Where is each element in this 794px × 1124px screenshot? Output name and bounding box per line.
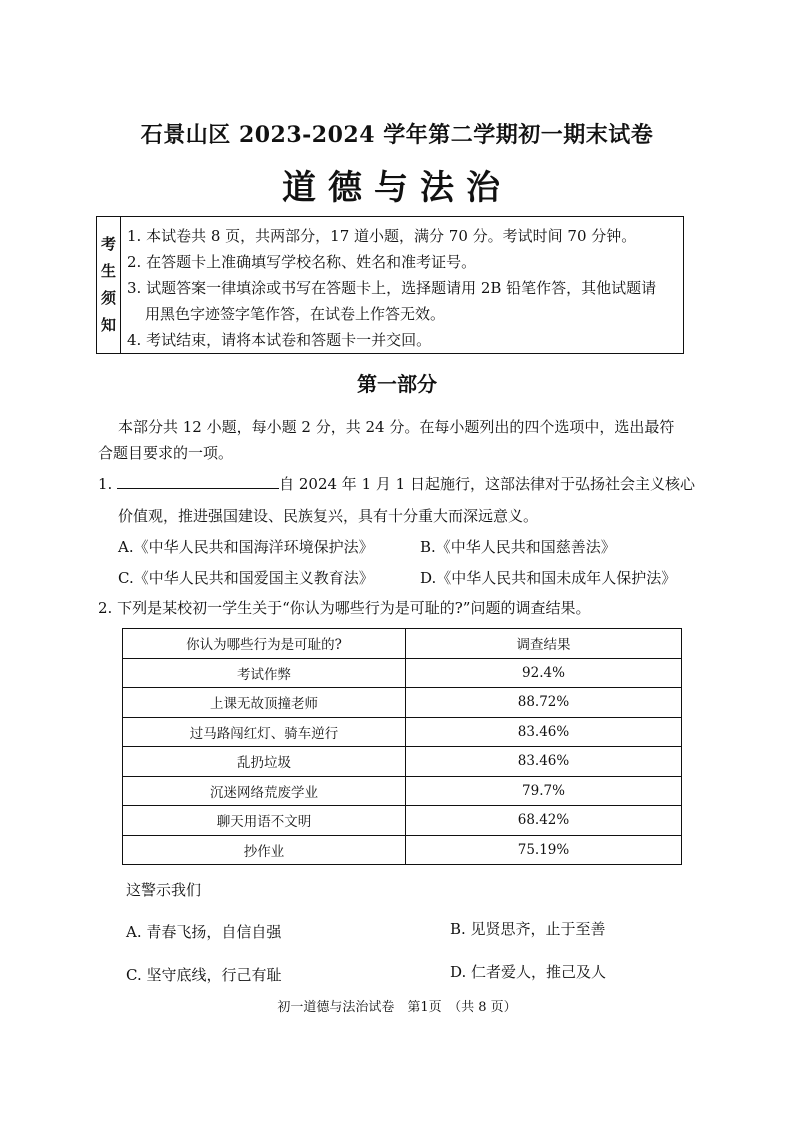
notice-side-char: 须 xyxy=(100,289,116,307)
q1-stem-part1: 自 2024 年 1 月 1 日起施行，这部法律对于弘扬社会主义核心 xyxy=(279,475,695,493)
table-cell-behavior: 抄作业 xyxy=(123,835,406,865)
q2-option-b: B. 见贤思齐，止于至善 xyxy=(450,920,606,938)
q2-option-c: C. 坚守底线，行己有耻 xyxy=(126,966,282,984)
table-cell-behavior: 考试作弊 xyxy=(123,658,406,688)
notice-side-label xyxy=(97,217,121,353)
notice-side-char: 知 xyxy=(100,316,116,334)
section-intro-line1: 本部分共 12 小题，每小题 2 分，共 24 分。在每小题列出的四个选项中，选出最符 xyxy=(118,418,675,436)
notice-line: 3. 试题答案一律填涂或书写在答题卡上，选择题请用 2B 铅笔作答，其他试题请 xyxy=(127,279,657,297)
table-row xyxy=(123,835,682,865)
table-row xyxy=(123,658,682,688)
table-cell-result: 83.46% xyxy=(406,717,682,747)
q1-answer-blank xyxy=(117,472,279,489)
page-footer: 初一道德与法治试卷 第1页 （共 8 页） xyxy=(277,1000,517,1015)
q1-number: 1. xyxy=(98,475,113,493)
table-cell-behavior: 乱扔垃圾 xyxy=(123,747,406,777)
subject-title: 道德与法治 xyxy=(282,168,512,208)
table-header-result: 调查结果 xyxy=(406,629,682,659)
q1-option-c: C.《中华人民共和国爱国主义教育法》 xyxy=(118,569,374,587)
exam-title: 石景山区 2023-2024 学年第二学期初一期末试卷 xyxy=(140,122,654,148)
table-header-row xyxy=(123,629,682,659)
table-cell-result: 92.4% xyxy=(406,658,682,688)
notice-line: 4. 考试结束，请将本试卷和答题卡一并交回。 xyxy=(127,331,432,349)
notice-side-char: 生 xyxy=(100,262,116,280)
table-cell-result: 83.46% xyxy=(406,747,682,777)
table-cell-result: 79.7% xyxy=(406,776,682,806)
section-title: 第一部分 xyxy=(357,372,437,396)
table-row xyxy=(123,717,682,747)
table-cell-result: 68.42% xyxy=(406,806,682,836)
notice-line: 1. 本试卷共 8 页，共两部分，17 道小题，满分 70 分。考试时间 70 分钟。 xyxy=(127,227,637,245)
table-row xyxy=(123,747,682,777)
q2-prompt: 这警示我们 xyxy=(126,881,202,899)
notice-side-char: 考 xyxy=(100,235,116,253)
table-cell-behavior: 上课无故顶撞老师 xyxy=(123,688,406,718)
q1-option-b: B.《中华人民共和国慈善法》 xyxy=(420,538,616,556)
notice-lines xyxy=(127,223,677,353)
notice-line: 用黑色字迹签字笔作答，在试卷上作答无效。 xyxy=(145,305,446,323)
table-row xyxy=(123,688,682,718)
q1-stem-line2: 价值观，推进强国建设、民族复兴，具有十分重大而深远意义。 xyxy=(118,507,539,525)
table-row xyxy=(123,806,682,836)
q1-option-d: D.《中华人民共和国未成年人保护法》 xyxy=(420,569,677,587)
table-cell-result: 88.72% xyxy=(406,688,682,718)
table-header-behavior: 你认为哪些行为是可耻的? xyxy=(123,629,406,659)
table-cell-behavior: 沉迷网络荒废学业 xyxy=(123,776,406,806)
q2-option-a: A. 青春飞扬，自信自强 xyxy=(126,923,282,941)
table-cell-result: 75.19% xyxy=(406,835,682,865)
q1-option-a: A.《中华人民共和国海洋环境保护法》 xyxy=(118,538,374,556)
q2-option-d: D. 仁者爱人，推己及人 xyxy=(450,963,607,981)
notice-box xyxy=(96,216,684,354)
table-cell-behavior: 过马路闯红灯、骑车逆行 xyxy=(123,717,406,747)
q1-stem-line1 xyxy=(98,470,698,498)
q2-stem: 2. 下列是某校初一学生关于“你认为哪些行为是可耻的?”问题的调查结果。 xyxy=(98,599,591,617)
table-cell-behavior: 聊天用语不文明 xyxy=(123,806,406,836)
section-intro-line2: 合题目要求的一项。 xyxy=(98,444,234,462)
survey-table xyxy=(122,628,682,865)
notice-line: 2. 在答题卡上准确填写学校名称、姓名和准考证号。 xyxy=(127,253,477,271)
table-row xyxy=(123,776,682,806)
